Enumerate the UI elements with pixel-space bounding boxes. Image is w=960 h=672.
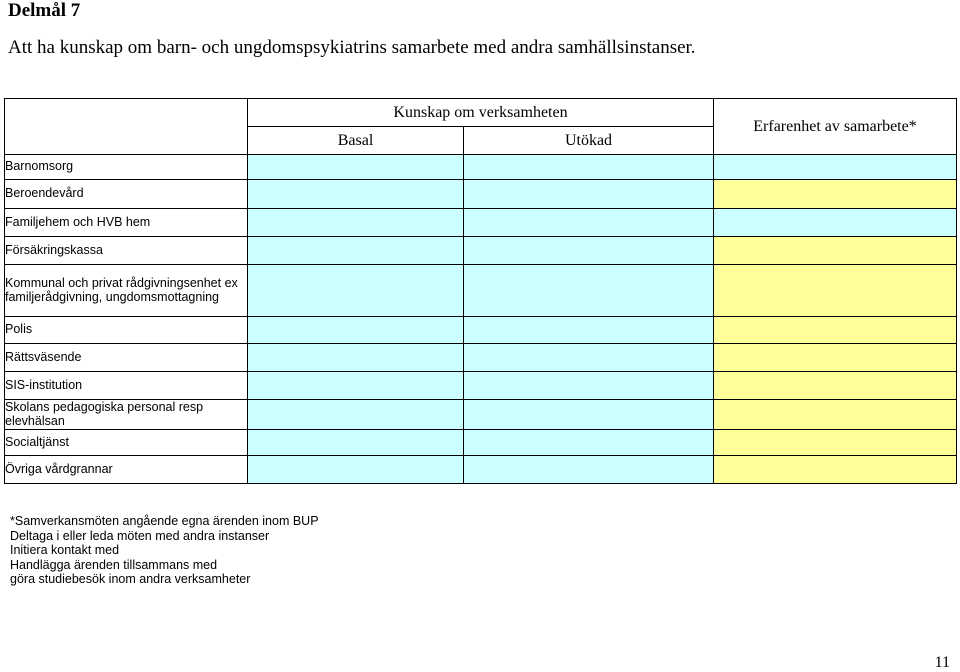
col-erfarenhet: Erfarenhet av samarbete* (714, 99, 957, 155)
basal-cell[interactable] (248, 209, 464, 237)
basal-cell[interactable] (248, 400, 464, 430)
erfarenhet-cell[interactable] (714, 265, 957, 317)
utokad-cell[interactable] (464, 155, 714, 180)
row-label: Rättsväsende (5, 344, 248, 372)
goal-text: Att ha kunskap om barn- och ungdomspsykiatrins samarbete med andra samhällsinstanser. (8, 37, 696, 58)
basal-cell[interactable] (248, 237, 464, 265)
note-line: Deltaga i eller leda möten med andra instanser (10, 528, 270, 543)
basal-cell[interactable] (248, 372, 464, 400)
erfarenhet-cell[interactable] (714, 456, 957, 484)
note-line: göra studiebesök inom andra verksamheter (10, 572, 251, 586)
group-header: Kunskap om verksamheten (248, 99, 714, 127)
utokad-cell[interactable] (464, 180, 714, 209)
erfarenhet-cell[interactable] (714, 209, 957, 237)
row-label: Kommunal och privat rådgivningsenhet ex familjerådgivning, ungdomsmottagning (5, 265, 248, 317)
erfarenhet-cell[interactable] (714, 180, 957, 209)
utokad-cell[interactable] (464, 265, 714, 317)
basal-cell[interactable] (248, 180, 464, 209)
competence-table (4, 98, 957, 484)
row-label: Skolans pedagogiska personal resp elevhälsan (5, 400, 248, 430)
row-label: Barnomsorg (5, 155, 248, 180)
erfarenhet-cell[interactable] (714, 237, 957, 265)
erfarenhet-cell[interactable] (714, 317, 957, 344)
basal-cell[interactable] (248, 317, 464, 344)
utokad-cell[interactable] (464, 344, 714, 372)
basal-cell[interactable] (248, 456, 464, 484)
erfarenhet-cell[interactable] (714, 155, 957, 180)
utokad-cell[interactable] (464, 317, 714, 344)
row-label: SIS-institution (5, 372, 248, 400)
basal-cell[interactable] (248, 344, 464, 372)
basal-cell[interactable] (248, 265, 464, 317)
corner-cell (5, 99, 248, 155)
row-label: Socialtjänst (5, 430, 248, 456)
utokad-cell[interactable] (464, 209, 714, 237)
utokad-cell[interactable] (464, 456, 714, 484)
erfarenhet-cell[interactable] (714, 400, 957, 430)
utokad-cell[interactable] (464, 237, 714, 265)
erfarenhet-cell[interactable] (714, 430, 957, 456)
col-basal: Basal (248, 127, 464, 155)
note-line: Initiera kontakt med (10, 543, 120, 557)
note-line: Handlägga ärenden tillsammans med (10, 557, 218, 572)
row-label: Försäkringskassa (5, 237, 248, 265)
erfarenhet-cell[interactable] (714, 344, 957, 372)
basal-cell[interactable] (248, 430, 464, 456)
erfarenhet-cell[interactable] (714, 372, 957, 400)
col-utokad: Utökad (464, 127, 714, 155)
note-line: *Samverkansmöten angående egna ärenden inom BUP (10, 514, 319, 528)
row-label: Övriga vårdgrannar (5, 456, 248, 484)
row-label: Polis (5, 317, 248, 344)
footnotes (10, 514, 319, 587)
basal-cell[interactable] (248, 155, 464, 180)
row-label: Beroendevård (5, 180, 248, 209)
utokad-cell[interactable] (464, 400, 714, 430)
page-number: 11 (934, 654, 950, 671)
page-heading: Delmål 7 (8, 0, 81, 21)
utokad-cell[interactable] (464, 430, 714, 456)
utokad-cell[interactable] (464, 372, 714, 400)
row-label: Familjehem och HVB hem (5, 209, 248, 237)
